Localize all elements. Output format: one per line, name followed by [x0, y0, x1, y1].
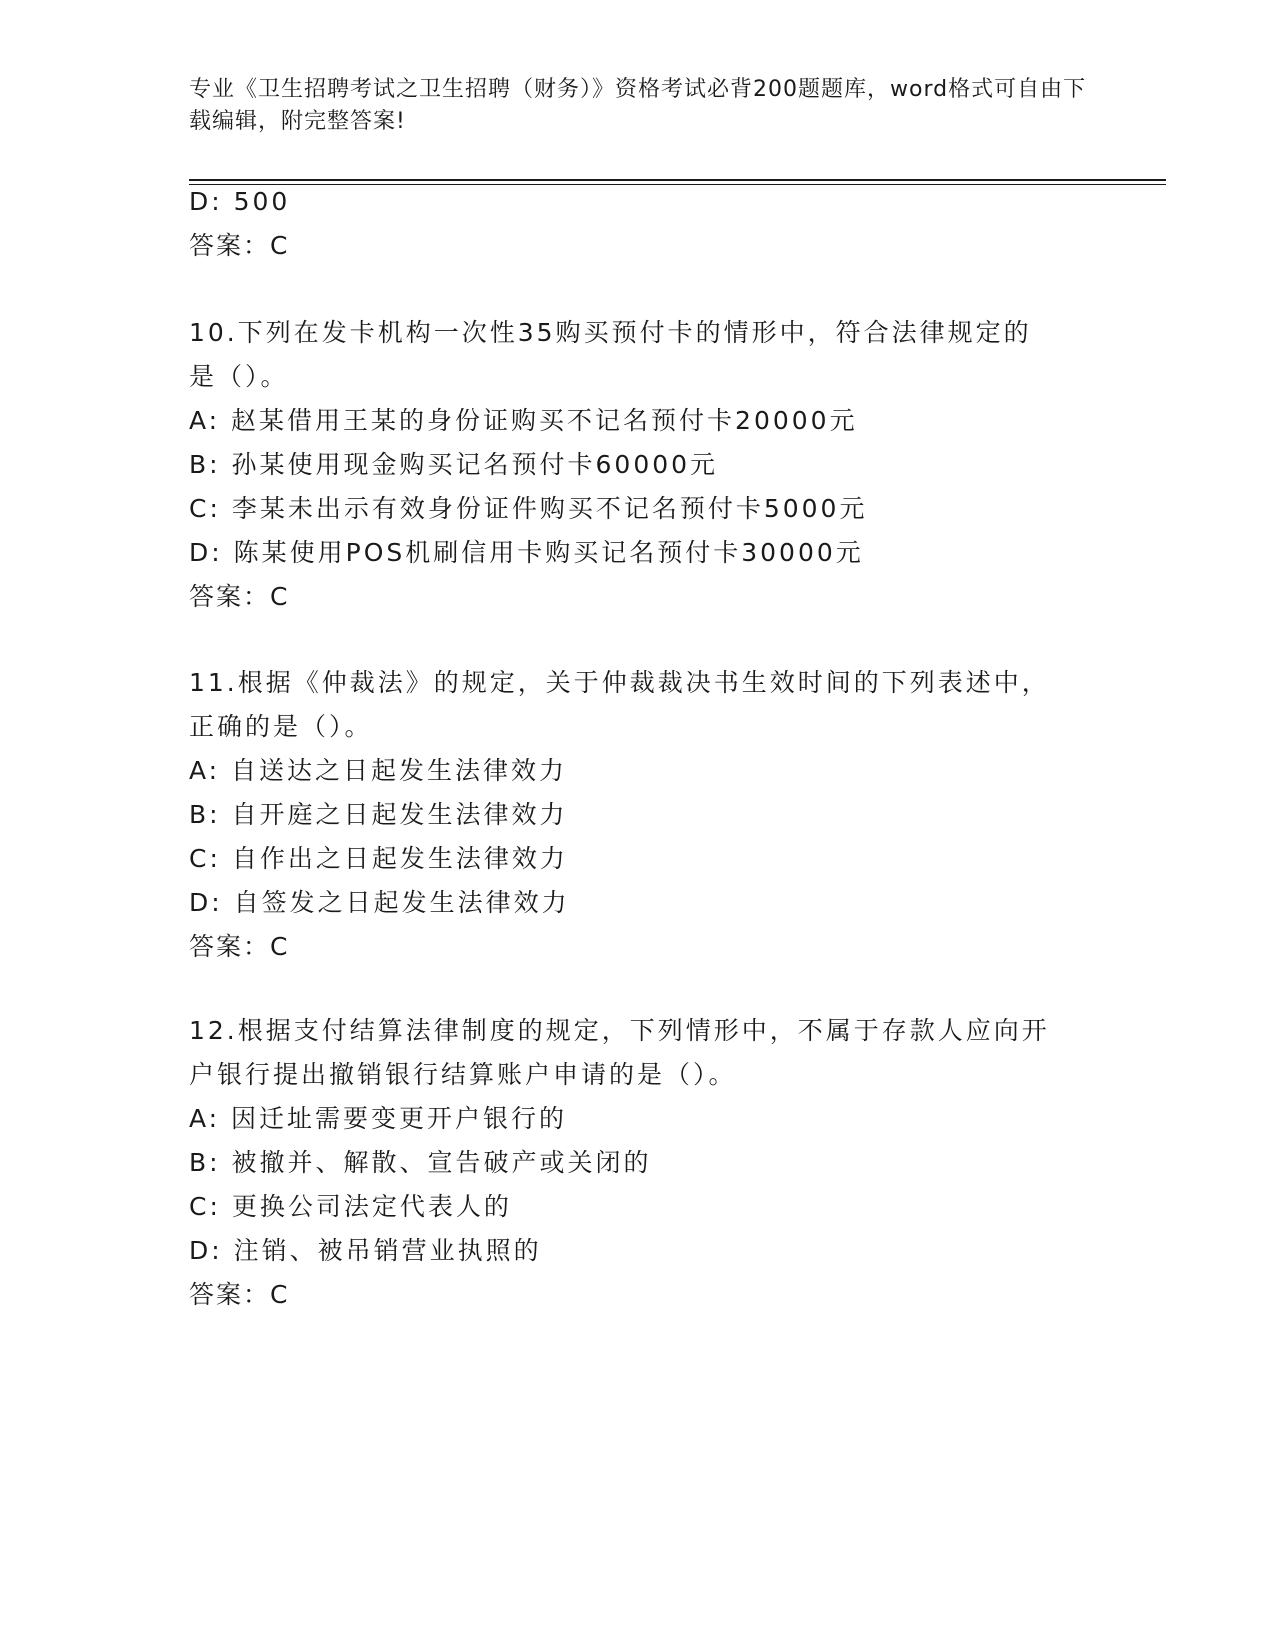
- question-12-stem-line2: 户银行提出撤销银行结算账户申请的是（）。: [189, 1060, 737, 1089]
- prev-answer: 答案：C: [189, 231, 290, 260]
- question-10-option-c: C: 李某未出示有效身份证件购买不记名预付卡5000元: [189, 494, 868, 523]
- question-10-option-a: A: 赵某借用王某的身份证购买不记名预付卡20000元: [189, 406, 858, 435]
- question-12-option-c: C: 更换公司法定代表人的: [189, 1192, 512, 1221]
- question-11-option-c: C: 自作出之日起发生法律效力: [189, 844, 568, 873]
- question-11-stem-line1: 11.根据《仲裁法》的规定，关于仲裁裁决书生效时间的下列表述中，: [189, 668, 1050, 697]
- question-10-option-b: B: 孙某使用现金购买记名预付卡60000元: [189, 450, 719, 479]
- question-11-option-b: B: 自开庭之日起发生法律效力: [189, 800, 568, 829]
- question-10-answer: 答案：C: [189, 582, 290, 611]
- question-10-option-d: D: 陈某使用POS机刷信用卡购买记名预付卡30000元: [189, 538, 864, 567]
- question-11-stem-line2: 正确的是（）。: [189, 712, 373, 741]
- question-11-option-d: D: 自签发之日起发生法律效力: [189, 888, 570, 917]
- header-divider-thin: [189, 184, 1166, 185]
- question-10-stem-line1: 10.下列在发卡机构一次性35购买预付卡的情形中，符合法律规定的: [189, 318, 1032, 347]
- header-divider-thick: [189, 179, 1166, 181]
- question-12-option-b: B: 被撤并、解散、宣告破产或关闭的: [189, 1148, 652, 1177]
- question-12-option-a: A: 因迁址需要变更开户银行的: [189, 1104, 568, 1133]
- question-11-answer: 答案：C: [189, 932, 290, 961]
- question-11-option-a: A: 自送达之日起发生法律效力: [189, 756, 568, 785]
- question-12-stem-line1: 12.根据支付结算法律制度的规定，下列情形中，不属于存款人应向开: [189, 1016, 1050, 1045]
- question-12-option-d: D: 注销、被吊销营业执照的: [189, 1236, 542, 1265]
- question-12-answer: 答案：C: [189, 1280, 290, 1309]
- question-10-stem-line2: 是（）。: [189, 362, 289, 391]
- prev-option-d: D: 500: [189, 187, 291, 216]
- page-header-title: 专业《卫生招聘考试之卫生招聘（财务）》资格考试必背200题题库，word格式可自由下载编辑，附完整答案!: [189, 77, 1087, 134]
